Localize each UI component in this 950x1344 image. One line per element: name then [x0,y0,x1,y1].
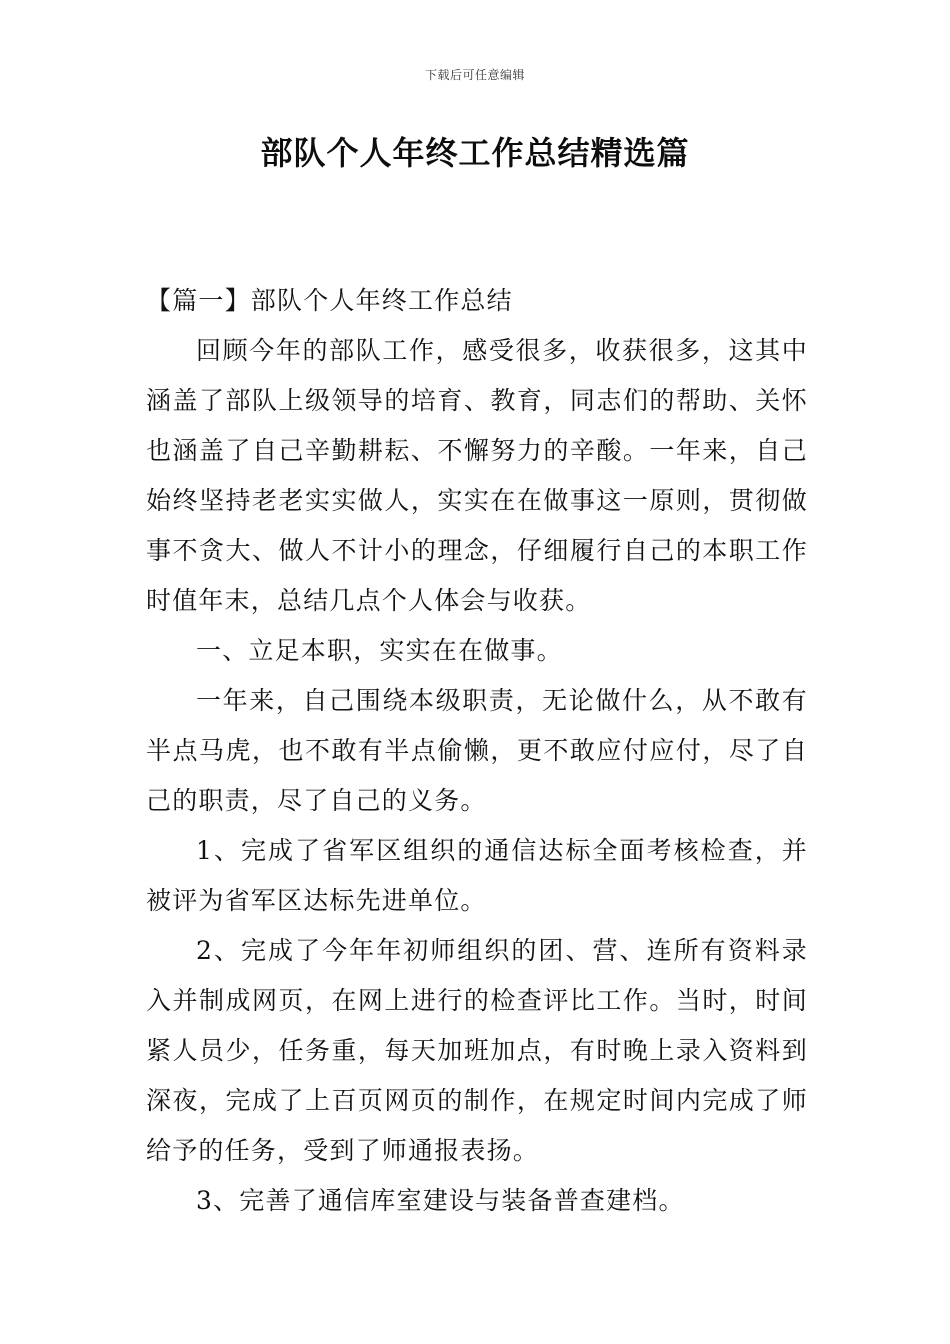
document-title: 部队个人年终工作总结精选篇 [260,134,690,172]
header-note: 下载后可任意编辑 [424,68,525,82]
subsection-heading: 一、立足本职，实实在在做事。 [196,636,563,665]
list-item: 1、完成了省军区组织的通信达标全面考核检查，并被评为省军区达标先进单位。 [146,836,808,915]
section-heading: 【篇一】部队个人年终工作总结 [146,286,513,315]
body-paragraph: 一年来，自己围绕本级职责，无论做什么，从不敢有半点马虎，也不敢有半点偷懒，更不敢应付应付，尽了自己的职责，尽了自己的义务。 [146,686,808,815]
body-paragraph: 回顾今年的部队工作，感受很多，收获很多，这其中涵盖了部队上级领导的培育、教育，同志们的帮助、关怀也涵盖了自己辛勤耕耘、不懈努力的辛酸。一年来，自己始终坚持老老实实做人，实实在在做事这一原则，贯彻做事不贪大、做人不计小的理念，仔细履行自己的本职工作时值年末，总结几点个人体会与收获。 [146,336,808,615]
list-item: 2、完成了今年年初师组织的团、营、连所有资料录入并制成网页，在网上进行的检查评比工作。当时，时间紧人员少，任务重，每天加班加点，有时晚上录入资料到深夜，完成了上百页网页的制作，在规定时间内完成了师给予的任务，受到了师通报表扬。 [146,936,808,1165]
list-item: 3、完善了通信库室建设与装备普查建档。 [196,1186,685,1215]
document-body [146,276,808,1226]
